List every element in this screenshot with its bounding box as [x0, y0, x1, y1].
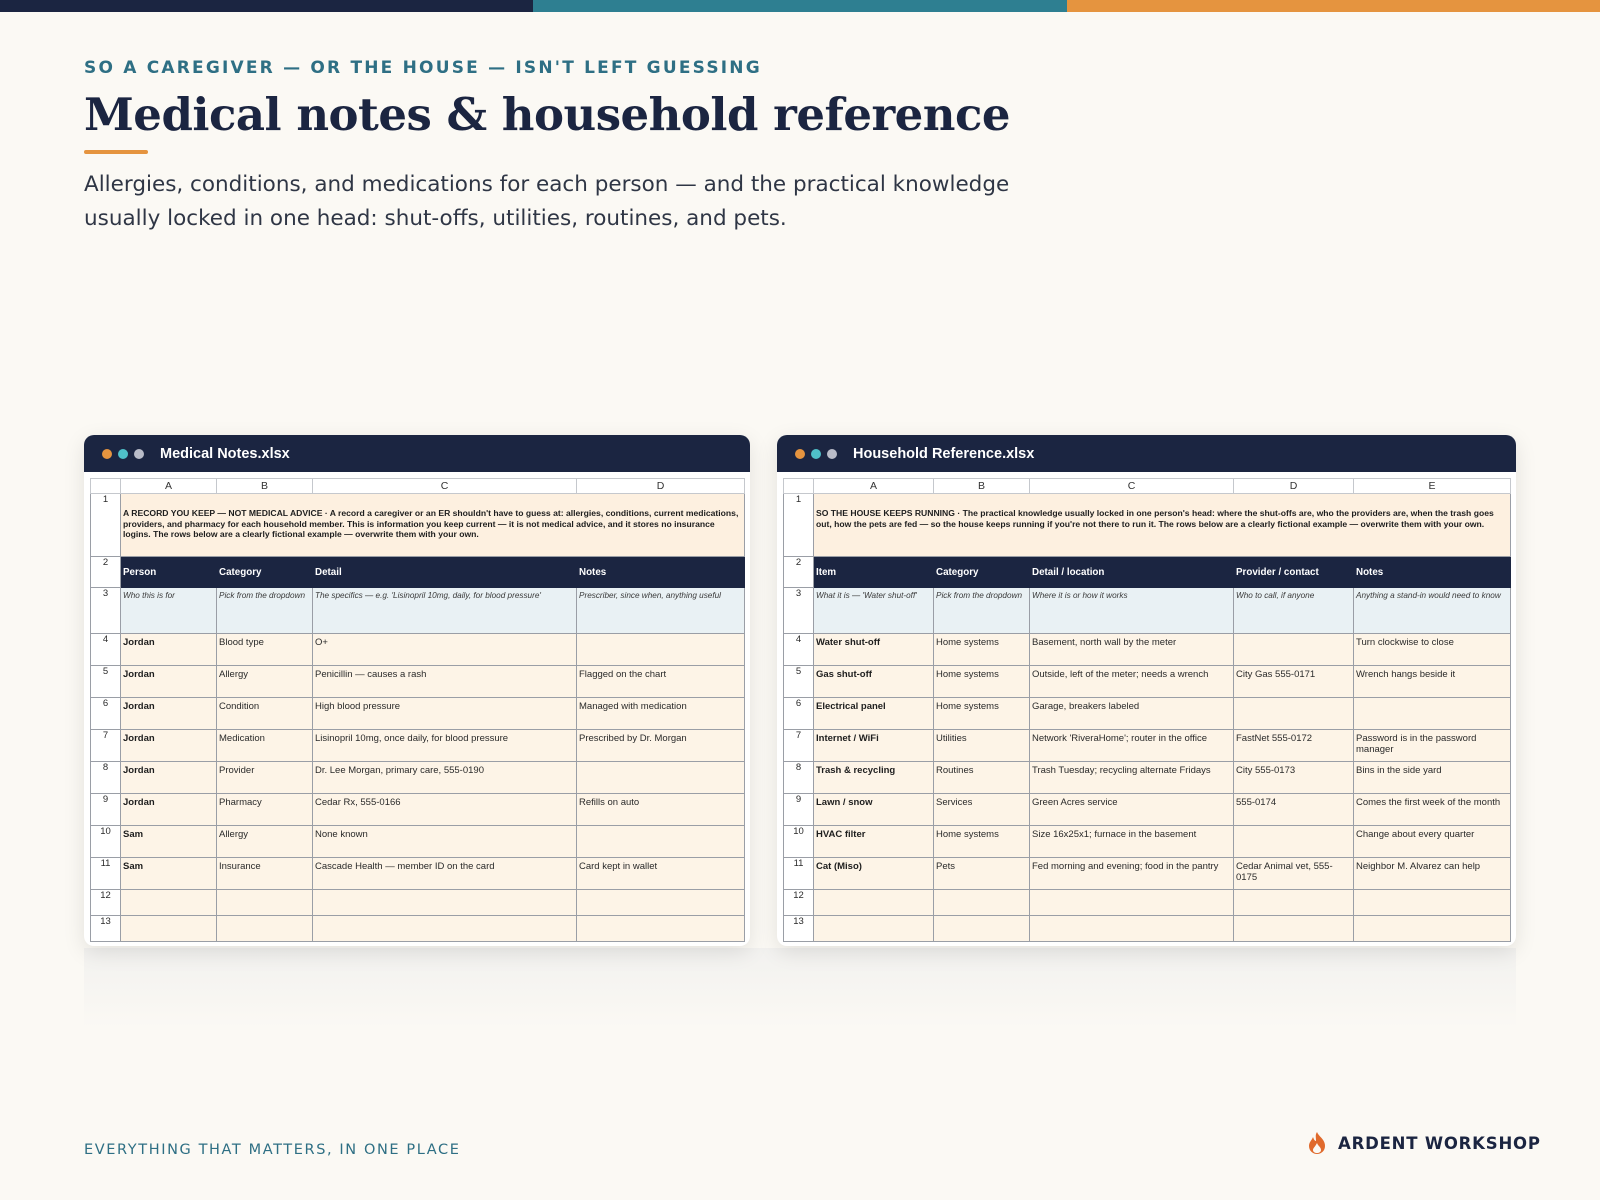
data-cell[interactable]: Home systems [934, 698, 1030, 730]
table-row[interactable] [784, 666, 1511, 698]
empty-cell[interactable] [217, 890, 313, 916]
row-number[interactable]: 13 [784, 916, 814, 942]
data-cell[interactable]: Allergy [217, 666, 313, 698]
data-cell[interactable]: Medication [217, 730, 313, 762]
eyebrow: SO A CAREGIVER — OR THE HOUSE — ISN'T LEFT GUESSING [84, 58, 762, 78]
data-cell[interactable]: Internet / WiFi [814, 730, 934, 762]
data-cell[interactable]: Provider [217, 762, 313, 794]
data-cell[interactable]: Fed morning and evening; food in the pantry [1030, 858, 1234, 890]
header-cell[interactable]: Category [217, 557, 313, 588]
table-row[interactable] [784, 698, 1511, 730]
header-cell[interactable]: Category [934, 557, 1030, 588]
column-letter[interactable]: B [217, 479, 313, 494]
data-cell[interactable]: None known [313, 826, 577, 858]
row-number[interactable]: 1 [784, 494, 814, 557]
data-cell[interactable] [1234, 826, 1354, 858]
empty-cell[interactable] [934, 916, 1030, 942]
banner-row [784, 494, 1511, 557]
data-cell[interactable]: Garage, breakers labeled [1030, 698, 1234, 730]
row-number[interactable]: 3 [784, 588, 814, 634]
data-cell[interactable] [1234, 698, 1354, 730]
data-cell[interactable]: Comes the first week of the month [1354, 794, 1511, 826]
table-row[interactable] [784, 730, 1511, 762]
row-number[interactable]: 11 [784, 858, 814, 890]
hint-cell[interactable]: The specifics — e.g. 'Lisinopril 10mg, daily, for blood pressure' [313, 588, 577, 634]
data-cell[interactable]: Password is in the password manager [1354, 730, 1511, 762]
medical-notes-window[interactable] [84, 435, 750, 946]
data-cell[interactable]: Lawn / snow [814, 794, 934, 826]
household-reference-window[interactable] [777, 435, 1516, 946]
data-cell[interactable]: Services [934, 794, 1030, 826]
row-number[interactable]: 12 [91, 890, 121, 916]
hint-cell[interactable]: Pick from the dropdown [934, 588, 1030, 634]
data-cell[interactable] [577, 634, 745, 666]
row-number[interactable]: 4 [91, 634, 121, 666]
data-cell[interactable]: Home systems [934, 666, 1030, 698]
page-subtitle: Allergies, conditions, and medications for each person — and the practical knowledge usually locked in one head: shut-offs, utilities, routines, and pets. [84, 172, 1010, 231]
column-letter[interactable]: C [1030, 479, 1234, 494]
column-header-row [91, 479, 745, 494]
row-number[interactable]: 2 [784, 557, 814, 588]
row-number[interactable]: 10 [91, 826, 121, 858]
data-cell[interactable]: Basement, north wall by the meter [1030, 634, 1234, 666]
data-cell[interactable]: Jordan [121, 794, 217, 826]
row-number[interactable]: 7 [784, 730, 814, 762]
data-cell[interactable]: Insurance [217, 858, 313, 890]
column-letter[interactable]: D [577, 479, 745, 494]
table-row[interactable] [784, 826, 1511, 858]
row-number[interactable]: 10 [784, 826, 814, 858]
hint-cell[interactable]: Where it is or how it works [1030, 588, 1234, 634]
empty-cell[interactable] [121, 916, 217, 942]
empty-cell[interactable] [1234, 916, 1354, 942]
row-number[interactable]: 9 [91, 794, 121, 826]
header-cell[interactable]: Provider / contact [1234, 557, 1354, 588]
data-cell[interactable]: Cedar Animal vet, 555-0175 [1234, 858, 1354, 890]
table-row[interactable] [91, 858, 745, 890]
empty-row[interactable] [784, 890, 1511, 916]
column-letter[interactable]: E [1354, 479, 1511, 494]
data-cell[interactable]: Penicillin — causes a rash [313, 666, 577, 698]
data-cell[interactable]: Sam [121, 858, 217, 890]
empty-row[interactable] [91, 916, 745, 942]
hint-cell[interactable]: Who to call, if anyone [1234, 588, 1354, 634]
header-cell[interactable]: Detail [313, 557, 577, 588]
data-cell[interactable]: Green Acres service [1030, 794, 1234, 826]
table-row[interactable] [91, 730, 745, 762]
table-row[interactable] [91, 826, 745, 858]
row-number[interactable]: 2 [91, 557, 121, 588]
data-cell[interactable]: Card kept in wallet [577, 858, 745, 890]
empty-cell[interactable] [217, 916, 313, 942]
header-cell[interactable]: Item [814, 557, 934, 588]
data-cell[interactable] [1354, 698, 1511, 730]
data-cell[interactable]: O+ [313, 634, 577, 666]
column-letter[interactable]: C [313, 479, 577, 494]
data-cell[interactable]: 555-0174 [1234, 794, 1354, 826]
empty-cell[interactable] [577, 916, 745, 942]
empty-cell[interactable] [814, 916, 934, 942]
row-number[interactable]: 11 [91, 858, 121, 890]
data-cell[interactable]: Bins in the side yard [1354, 762, 1511, 794]
data-cell[interactable]: City Gas 555-0171 [1234, 666, 1354, 698]
table-row[interactable] [784, 858, 1511, 890]
hint-cell[interactable]: What it is — 'Water shut-off' [814, 588, 934, 634]
data-cell[interactable]: Outside, left of the meter; needs a wrench [1030, 666, 1234, 698]
data-cell[interactable] [577, 826, 745, 858]
data-cell[interactable]: Sam [121, 826, 217, 858]
empty-cell[interactable] [1030, 916, 1234, 942]
data-cell[interactable]: Routines [934, 762, 1030, 794]
footer-brand[interactable] [1306, 1131, 1541, 1155]
corner-cell[interactable] [784, 479, 814, 494]
window-dot-gray-icon [134, 449, 144, 459]
top-color-bar [0, 0, 1600, 12]
header-row [91, 557, 745, 588]
household-spreadsheet[interactable] [783, 478, 1510, 942]
data-cell[interactable]: Home systems [934, 826, 1030, 858]
hint-cell[interactable]: Who this is for [121, 588, 217, 634]
data-cell[interactable]: Turn clockwise to close [1354, 634, 1511, 666]
data-cell[interactable]: Jordan [121, 666, 217, 698]
flame-icon [1306, 1131, 1328, 1155]
row-number[interactable]: 8 [91, 762, 121, 794]
data-cell[interactable]: Flagged on the chart [577, 666, 745, 698]
window-dot-gray-icon [827, 449, 837, 459]
title-underline [84, 150, 148, 154]
data-cell[interactable]: Lisinopril 10mg, once daily, for blood pressure [313, 730, 577, 762]
row-number[interactable]: 6 [784, 698, 814, 730]
data-cell[interactable]: Size 16x25x1; furnace in the basement [1030, 826, 1234, 858]
table-row[interactable] [91, 762, 745, 794]
top-bar-orange [1067, 0, 1600, 12]
window-dot-teal-icon [811, 449, 821, 459]
window-dot-orange-icon [102, 449, 112, 459]
data-cell[interactable]: Gas shut-off [814, 666, 934, 698]
table-row[interactable] [784, 794, 1511, 826]
table-row[interactable] [784, 634, 1511, 666]
data-cell[interactable]: Cascade Health — member ID on the card [313, 858, 577, 890]
data-cell[interactable]: Home systems [934, 634, 1030, 666]
table-row[interactable] [784, 762, 1511, 794]
medical-spreadsheet[interactable] [90, 478, 744, 942]
header-cell[interactable]: Person [121, 557, 217, 588]
data-cell[interactable]: Trash & recycling [814, 762, 934, 794]
hint-cell[interactable]: Pick from the dropdown [217, 588, 313, 634]
row-number[interactable]: 13 [91, 916, 121, 942]
data-cell[interactable]: Water shut-off [814, 634, 934, 666]
row-number[interactable]: 1 [91, 494, 121, 557]
data-cell[interactable]: Pets [934, 858, 1030, 890]
column-letter[interactable]: B [934, 479, 1030, 494]
window-title: Household Reference.xlsx [853, 445, 1035, 462]
column-header-row [784, 479, 1511, 494]
window-dot-orange-icon [795, 449, 805, 459]
household-grid[interactable] [783, 478, 1511, 942]
banner-row [91, 494, 745, 557]
top-bar-teal [533, 0, 1066, 12]
data-cell[interactable]: Jordan [121, 634, 217, 666]
data-cell[interactable] [577, 762, 745, 794]
page-title: Medical notes & household reference [84, 88, 1011, 141]
data-cell[interactable]: Electrical panel [814, 698, 934, 730]
row-number[interactable]: 4 [784, 634, 814, 666]
data-cell[interactable]: Cedar Rx, 555-0166 [313, 794, 577, 826]
row-number[interactable]: 6 [91, 698, 121, 730]
header-cell[interactable]: Notes [1354, 557, 1511, 588]
row-number[interactable]: 5 [784, 666, 814, 698]
data-cell[interactable]: Wrench hangs beside it [1354, 666, 1511, 698]
empty-cell[interactable] [313, 890, 577, 916]
brand-name: ARDENT WORKSHOP [1338, 1133, 1541, 1153]
table-row[interactable] [91, 634, 745, 666]
header-cell[interactable]: Detail / location [1030, 557, 1234, 588]
row-number[interactable]: 3 [91, 588, 121, 634]
data-cell[interactable]: Pharmacy [217, 794, 313, 826]
data-cell[interactable]: HVAC filter [814, 826, 934, 858]
data-cell[interactable]: FastNet 555-0172 [1234, 730, 1354, 762]
empty-cell[interactable] [1030, 890, 1234, 916]
column-letter[interactable]: A [121, 479, 217, 494]
hint-cell[interactable]: Prescriber, since when, anything useful [577, 588, 745, 634]
banner-cell[interactable]: A RECORD YOU KEEP — NOT MEDICAL ADVICE · A record a caregiver or an ER shouldn't have to guess at: allergies, conditions, current medications, providers, and pharmacy for each household member. This is information you keep current — it is not medical advice, and it stores no insurance logins. The rows below are a clearly fictional example — overwrite them with your own. [121, 494, 745, 557]
data-cell[interactable]: High blood pressure [313, 698, 577, 730]
empty-cell[interactable] [934, 890, 1030, 916]
data-cell[interactable] [1234, 634, 1354, 666]
data-cell[interactable]: Dr. Lee Morgan, primary care, 555-0190 [313, 762, 577, 794]
empty-cell[interactable] [1234, 890, 1354, 916]
corner-cell[interactable] [91, 479, 121, 494]
empty-cell[interactable] [577, 890, 745, 916]
empty-cell[interactable] [1354, 890, 1511, 916]
hint-row [91, 588, 745, 634]
footer-tagline: EVERYTHING THAT MATTERS, IN ONE PLACE [84, 1142, 461, 1158]
data-cell[interactable]: Neighbor M. Alvarez can help [1354, 858, 1511, 890]
data-cell[interactable]: Blood type [217, 634, 313, 666]
table-row[interactable] [91, 698, 745, 730]
row-number[interactable]: 9 [784, 794, 814, 826]
data-cell[interactable]: Change about every quarter [1354, 826, 1511, 858]
household-window-titlebar[interactable] [777, 435, 1516, 472]
empty-row[interactable] [91, 890, 745, 916]
column-letter[interactable]: A [814, 479, 934, 494]
top-bar-navy [0, 0, 533, 12]
row-number[interactable]: 7 [91, 730, 121, 762]
header-row [784, 557, 1511, 588]
data-cell[interactable]: City 555-0173 [1234, 762, 1354, 794]
data-cell[interactable]: Refills on auto [577, 794, 745, 826]
column-letter[interactable]: D [1234, 479, 1354, 494]
data-cell[interactable]: Network 'RiveraHome'; router in the office [1030, 730, 1234, 762]
header-cell[interactable]: Notes [577, 557, 745, 588]
row-number[interactable]: 5 [91, 666, 121, 698]
shadow-band [84, 948, 1516, 1028]
empty-cell[interactable] [121, 890, 217, 916]
data-cell[interactable]: Jordan [121, 730, 217, 762]
data-cell[interactable]: Condition [217, 698, 313, 730]
table-row[interactable] [91, 666, 745, 698]
empty-cell[interactable] [313, 916, 577, 942]
empty-row[interactable] [784, 916, 1511, 942]
data-cell[interactable]: Prescribed by Dr. Morgan [577, 730, 745, 762]
data-cell[interactable]: Jordan [121, 698, 217, 730]
hint-cell[interactable]: Anything a stand-in would need to know [1354, 588, 1511, 634]
table-row[interactable] [91, 794, 745, 826]
window-title: Medical Notes.xlsx [160, 445, 290, 462]
data-cell[interactable]: Trash Tuesday; recycling alternate Fridays [1030, 762, 1234, 794]
empty-cell[interactable] [814, 890, 934, 916]
row-number[interactable]: 12 [784, 890, 814, 916]
empty-cell[interactable] [1354, 916, 1511, 942]
data-cell[interactable]: Cat (Miso) [814, 858, 934, 890]
data-cell[interactable]: Jordan [121, 762, 217, 794]
data-cell[interactable]: Allergy [217, 826, 313, 858]
medical-window-titlebar[interactable] [84, 435, 750, 472]
data-cell[interactable]: Managed with medication [577, 698, 745, 730]
row-number[interactable]: 8 [784, 762, 814, 794]
hint-row [784, 588, 1511, 634]
banner-cell[interactable]: SO THE HOUSE KEEPS RUNNING · The practical knowledge usually locked in one person's head: where the shut-offs are, who the providers are, when the trash goes out, how the pets are fed — so the house keeps running if you're not there to run it. The rows below are a clearly fictional example — overwrite them with your own. [814, 494, 1511, 557]
window-dot-teal-icon [118, 449, 128, 459]
medical-grid[interactable] [90, 478, 745, 942]
data-cell[interactable]: Utilities [934, 730, 1030, 762]
